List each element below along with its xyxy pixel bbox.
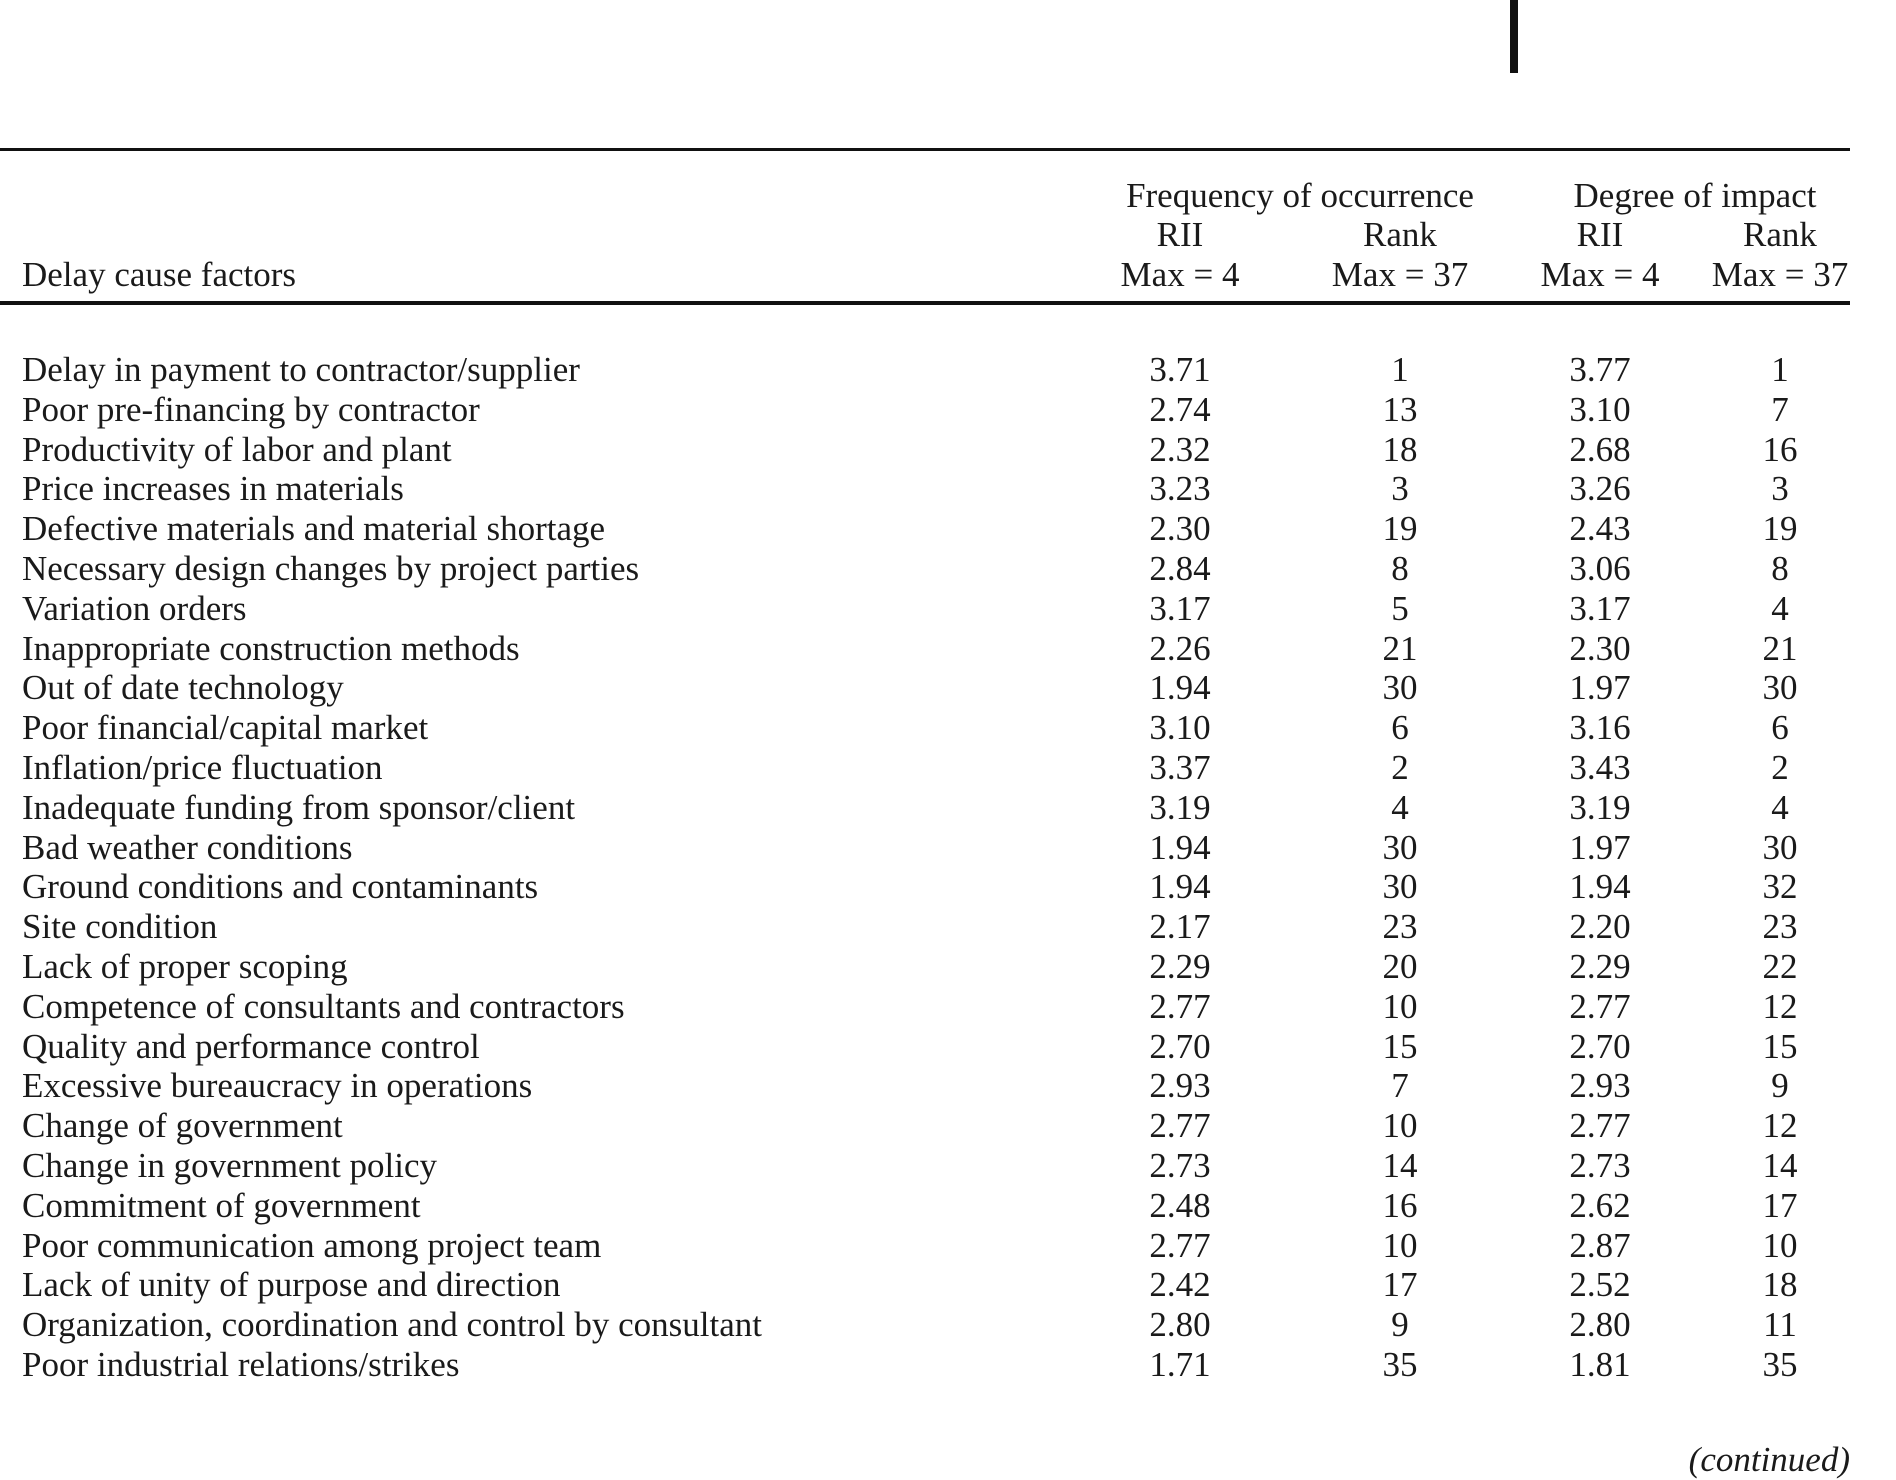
cell-freq-rii: 2.77 <box>1149 1225 1211 1265</box>
cell-freq-rii: 2.84 <box>1149 548 1211 588</box>
table-row <box>0 828 1850 868</box>
cell-freq-rank: 3 <box>1391 469 1409 509</box>
table-row <box>0 987 1850 1027</box>
cell-factor: Quality and performance control <box>22 1026 480 1066</box>
header-delay-cause-factors: Delay cause factors <box>22 255 297 294</box>
cell-impact-rank: 11 <box>1763 1305 1797 1345</box>
cell-impact-rii: 3.43 <box>1569 747 1631 787</box>
cell-factor: Variation orders <box>22 588 247 628</box>
cell-freq-rank: 30 <box>1382 668 1418 708</box>
table-row <box>0 1027 1850 1067</box>
table-row <box>0 430 1850 470</box>
table-row <box>0 1265 1850 1305</box>
cell-impact-rank: 3 <box>1771 469 1789 509</box>
cell-factor: Lack of unity of purpose and direction <box>22 1265 561 1305</box>
cell-impact-rank: 35 <box>1762 1344 1798 1384</box>
cell-impact-rank: 16 <box>1762 429 1798 469</box>
cell-freq-rank: 17 <box>1382 1265 1418 1305</box>
cell-freq-rii: 3.19 <box>1149 787 1211 827</box>
table-header-rule <box>0 301 1850 305</box>
table-row <box>0 947 1850 987</box>
cell-freq-rank: 10 <box>1382 986 1418 1026</box>
table-row <box>0 1226 1850 1266</box>
cell-freq-rank: 30 <box>1382 867 1418 907</box>
cell-freq-rii: 3.37 <box>1149 747 1211 787</box>
table-row <box>0 509 1850 549</box>
header-freq-rank-max: Max = 37 <box>1331 255 1469 294</box>
header-impact-rii: RII <box>1576 215 1624 254</box>
cell-impact-rii: 2.80 <box>1569 1305 1631 1345</box>
cell-impact-rii: 1.97 <box>1569 827 1631 867</box>
header-degree-of-impact: Degree of impact <box>1573 176 1817 215</box>
cell-freq-rii: 2.77 <box>1149 1106 1211 1146</box>
cell-impact-rii: 2.73 <box>1569 1145 1631 1185</box>
cell-freq-rank: 10 <box>1382 1225 1418 1265</box>
table-body <box>0 350 1850 1385</box>
cell-impact-rank: 8 <box>1771 548 1789 588</box>
cell-impact-rii: 2.77 <box>1569 1106 1631 1146</box>
cell-factor: Out of date technology <box>22 668 344 708</box>
cell-factor: Commitment of government <box>22 1185 421 1225</box>
cell-impact-rii: 3.06 <box>1569 548 1631 588</box>
table-row <box>0 907 1850 947</box>
table-row <box>0 788 1850 828</box>
cell-factor: Site condition <box>22 907 218 947</box>
cell-freq-rank: 35 <box>1382 1344 1418 1384</box>
cell-impact-rank: 30 <box>1762 827 1798 867</box>
cell-impact-rank: 12 <box>1762 986 1798 1026</box>
cell-freq-rank: 20 <box>1382 946 1418 986</box>
cell-freq-rii: 2.42 <box>1149 1265 1211 1305</box>
cell-freq-rank: 15 <box>1382 1026 1418 1066</box>
cell-impact-rii: 2.93 <box>1569 1066 1631 1106</box>
cell-impact-rank: 21 <box>1762 628 1798 668</box>
cell-freq-rank: 30 <box>1382 827 1418 867</box>
cell-impact-rank: 4 <box>1771 787 1789 827</box>
cell-impact-rii: 2.62 <box>1569 1185 1631 1225</box>
cell-impact-rii: 2.70 <box>1569 1026 1631 1066</box>
table-row <box>0 668 1850 708</box>
cell-freq-rii: 2.93 <box>1149 1066 1211 1106</box>
cell-freq-rank: 23 <box>1382 907 1418 947</box>
cell-freq-rank: 9 <box>1391 1305 1409 1345</box>
cell-impact-rank: 7 <box>1771 389 1789 429</box>
margin-marker <box>1510 0 1518 73</box>
cell-impact-rii: 3.10 <box>1569 389 1631 429</box>
header-freq-rii: RII <box>1156 215 1204 254</box>
cell-freq-rii: 2.48 <box>1149 1185 1211 1225</box>
cell-freq-rii: 2.26 <box>1149 628 1211 668</box>
cell-impact-rank: 23 <box>1762 907 1798 947</box>
cell-factor: Bad weather conditions <box>22 827 353 867</box>
cell-factor: Lack of proper scoping <box>22 946 348 986</box>
table-top-rule <box>0 148 1850 151</box>
header-freq-rank: Rank <box>1363 215 1437 254</box>
cell-freq-rii: 3.17 <box>1149 588 1211 628</box>
table-row <box>0 708 1850 748</box>
table-row <box>0 469 1850 509</box>
header-impact-rii-max: Max = 4 <box>1540 255 1660 294</box>
cell-freq-rii: 3.10 <box>1149 708 1211 748</box>
cell-factor: Organization, coordination and control by consultant <box>22 1305 763 1345</box>
header-impact-rank-max: Max = 37 <box>1711 255 1849 294</box>
cell-impact-rank: 2 <box>1771 747 1789 787</box>
cell-impact-rii: 2.68 <box>1569 429 1631 469</box>
cell-impact-rank: 9 <box>1771 1066 1789 1106</box>
cell-freq-rii: 1.71 <box>1149 1344 1211 1384</box>
cell-freq-rank: 18 <box>1382 429 1418 469</box>
cell-impact-rank: 30 <box>1762 668 1798 708</box>
cell-factor: Inflation/price fluctuation <box>22 747 383 787</box>
cell-freq-rank: 2 <box>1391 747 1409 787</box>
cell-impact-rii: 3.77 <box>1569 350 1631 389</box>
cell-factor: Inappropriate construction methods <box>22 628 520 668</box>
cell-freq-rank: 7 <box>1391 1066 1409 1106</box>
cell-impact-rii: 2.30 <box>1569 628 1631 668</box>
cell-factor: Defective materials and material shortage <box>22 509 606 549</box>
cell-impact-rank: 12 <box>1762 1106 1798 1146</box>
cell-freq-rii: 3.23 <box>1149 469 1211 509</box>
cell-impact-rank: 10 <box>1762 1225 1798 1265</box>
cell-factor: Change in government policy <box>22 1145 438 1185</box>
cell-impact-rank: 17 <box>1762 1185 1798 1225</box>
cell-factor: Price increases in materials <box>22 469 404 509</box>
table-row <box>0 390 1850 430</box>
cell-factor: Poor industrial relations/strikes <box>22 1344 460 1384</box>
table-row <box>0 867 1850 907</box>
cell-freq-rank: 6 <box>1391 708 1409 748</box>
cell-impact-rank: 18 <box>1762 1265 1798 1305</box>
cell-factor: Poor pre-financing by contractor <box>22 389 480 429</box>
table-row <box>0 1146 1850 1186</box>
cell-factor: Inadequate funding from sponsor/client <box>22 787 576 827</box>
cell-impact-rii: 2.43 <box>1569 509 1631 549</box>
cell-freq-rank: 21 <box>1382 628 1418 668</box>
cell-impact-rank: 15 <box>1762 1026 1798 1066</box>
cell-impact-rii: 1.97 <box>1569 668 1631 708</box>
cell-freq-rii: 2.32 <box>1149 429 1211 469</box>
table-row <box>0 748 1850 788</box>
cell-impact-rii: 3.16 <box>1569 708 1631 748</box>
cell-impact-rank: 22 <box>1762 946 1798 986</box>
cell-freq-rank: 4 <box>1391 787 1409 827</box>
cell-factor: Excessive bureaucracy in operations <box>22 1066 533 1106</box>
cell-freq-rank: 14 <box>1382 1145 1418 1185</box>
cell-freq-rank: 10 <box>1382 1106 1418 1146</box>
cell-impact-rank: 32 <box>1762 867 1798 907</box>
cell-freq-rii: 2.17 <box>1149 907 1211 947</box>
cell-impact-rii: 1.94 <box>1569 867 1631 907</box>
table-row <box>0 1345 1850 1385</box>
table-row <box>0 1305 1850 1345</box>
cell-freq-rii: 2.73 <box>1149 1145 1211 1185</box>
cell-freq-rii: 3.71 <box>1149 350 1211 389</box>
table-row <box>0 629 1850 669</box>
cell-freq-rii: 2.29 <box>1149 946 1211 986</box>
header-freq-rii-max: Max = 4 <box>1120 255 1240 294</box>
cell-factor: Change of government <box>22 1106 343 1146</box>
cell-impact-rii: 3.19 <box>1569 787 1631 827</box>
cell-factor: Necessary design changes by project parties <box>22 548 640 588</box>
cell-factor: Ground conditions and contaminants <box>22 867 539 907</box>
table-row <box>0 1106 1850 1146</box>
cell-impact-rii: 3.17 <box>1569 588 1631 628</box>
cell-impact-rank: 6 <box>1771 708 1789 748</box>
cell-freq-rii: 1.94 <box>1149 668 1211 708</box>
cell-factor: Productivity of labor and plant <box>22 429 452 469</box>
cell-impact-rii: 2.52 <box>1569 1265 1631 1305</box>
cell-factor: Competence of consultants and contractors <box>22 986 625 1026</box>
table-row <box>0 1186 1850 1226</box>
cell-impact-rank: 1 <box>1771 350 1789 389</box>
cell-impact-rank: 19 <box>1762 509 1798 549</box>
cell-impact-rii: 3.26 <box>1569 469 1631 509</box>
table-row <box>0 549 1850 589</box>
table-row <box>0 350 1850 390</box>
cell-impact-rii: 2.29 <box>1569 946 1631 986</box>
cell-freq-rii: 2.77 <box>1149 986 1211 1026</box>
cell-freq-rank: 5 <box>1391 588 1409 628</box>
table-row <box>0 1066 1850 1106</box>
cell-factor: Poor communication among project team <box>22 1225 602 1265</box>
header-frequency-of-occurrence: Frequency of occurrence <box>1126 176 1474 215</box>
cell-freq-rank: 8 <box>1391 548 1409 588</box>
cell-freq-rii: 1.94 <box>1149 827 1211 867</box>
cell-factor: Delay in payment to contractor/supplier <box>22 350 580 389</box>
cell-impact-rii: 1.81 <box>1569 1344 1631 1384</box>
cell-impact-rii: 2.20 <box>1569 907 1631 947</box>
cell-freq-rank: 16 <box>1382 1185 1418 1225</box>
cell-freq-rii: 1.94 <box>1149 867 1211 907</box>
cell-impact-rank: 4 <box>1771 588 1789 628</box>
continued-note: (continued) <box>1688 1440 1850 1479</box>
cell-freq-rii: 2.30 <box>1149 509 1211 549</box>
cell-freq-rank: 1 <box>1391 350 1409 389</box>
cell-freq-rank: 19 <box>1382 509 1418 549</box>
cell-freq-rii: 2.74 <box>1149 389 1211 429</box>
cell-freq-rii: 2.70 <box>1149 1026 1211 1066</box>
cell-freq-rii: 2.80 <box>1149 1305 1211 1345</box>
cell-impact-rii: 2.77 <box>1569 986 1631 1026</box>
cell-factor: Poor financial/capital market <box>22 708 429 748</box>
cell-freq-rank: 13 <box>1382 389 1418 429</box>
header-impact-rank: Rank <box>1743 215 1817 254</box>
cell-impact-rii: 2.87 <box>1569 1225 1631 1265</box>
table-row <box>0 589 1850 629</box>
cell-impact-rank: 14 <box>1762 1145 1798 1185</box>
